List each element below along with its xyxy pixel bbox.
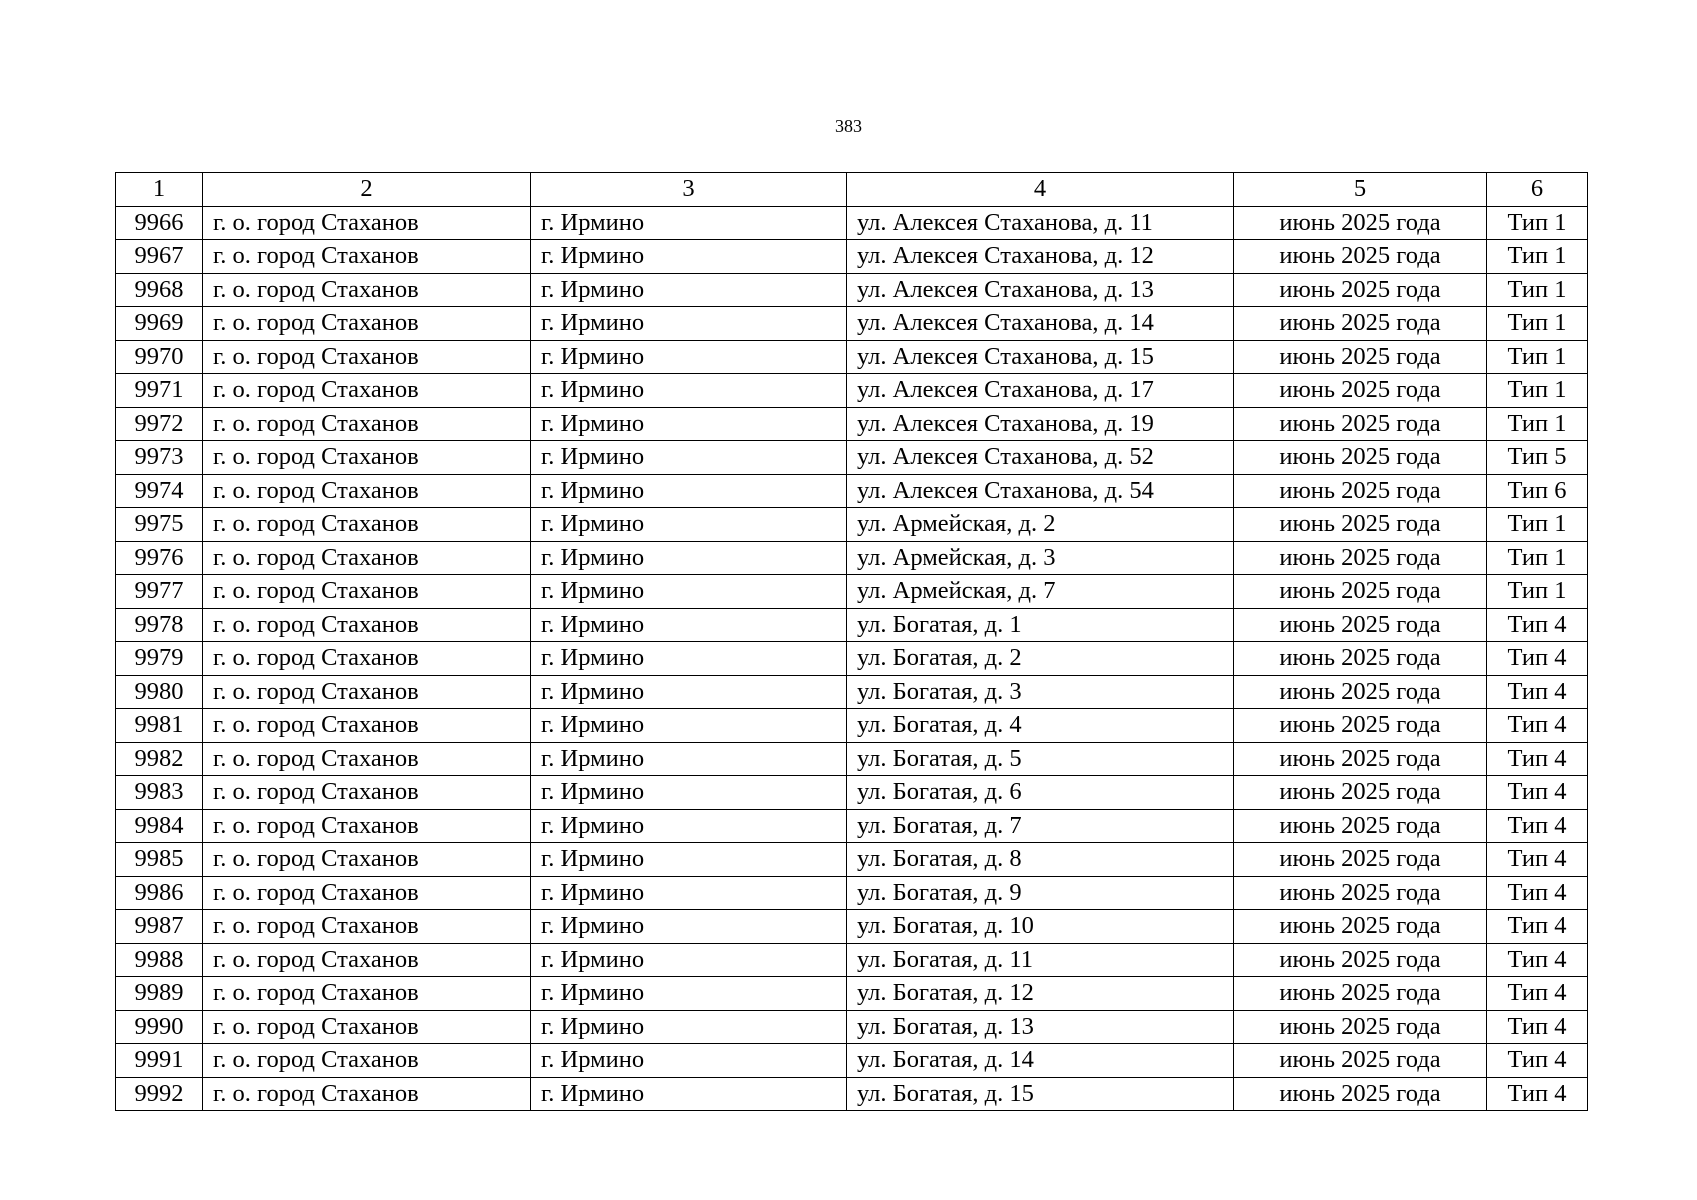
date-cell: июнь 2025 года bbox=[1234, 474, 1487, 508]
town-cell: г. Ирмино bbox=[531, 977, 847, 1011]
type-cell: Тип 1 bbox=[1487, 407, 1588, 441]
town-cell: г. Ирмино bbox=[531, 675, 847, 709]
date-cell: июнь 2025 года bbox=[1234, 407, 1487, 441]
type-cell: Тип 1 bbox=[1487, 240, 1588, 274]
table-row bbox=[116, 441, 1588, 475]
town-cell: г. Ирмино bbox=[531, 407, 847, 441]
date-cell: июнь 2025 года bbox=[1234, 943, 1487, 977]
page-number: 383 bbox=[835, 116, 862, 136]
table-header bbox=[116, 173, 1588, 207]
district-cell: г. о. город Стаханов bbox=[203, 240, 531, 274]
type-cell: Тип 4 bbox=[1487, 1044, 1588, 1078]
type-cell: Тип 4 bbox=[1487, 642, 1588, 676]
row-number-cell: 9979 bbox=[116, 642, 203, 676]
table-row bbox=[116, 307, 1588, 341]
table-row bbox=[116, 910, 1588, 944]
district-cell: г. о. город Стаханов bbox=[203, 441, 531, 475]
date-cell: июнь 2025 года bbox=[1234, 1077, 1487, 1111]
address-cell: ул. Алексея Стаханова, д. 52 bbox=[847, 441, 1234, 475]
table-row bbox=[116, 206, 1588, 240]
table-row bbox=[116, 608, 1588, 642]
town-cell: г. Ирмино bbox=[531, 541, 847, 575]
table-row bbox=[116, 407, 1588, 441]
address-cell: ул. Армейская, д. 3 bbox=[847, 541, 1234, 575]
row-number-cell: 9971 bbox=[116, 374, 203, 408]
district-cell: г. о. город Стаханов bbox=[203, 374, 531, 408]
type-cell: Тип 4 bbox=[1487, 943, 1588, 977]
type-cell: Тип 4 bbox=[1487, 843, 1588, 877]
type-cell: Тип 1 bbox=[1487, 374, 1588, 408]
district-cell: г. о. город Стаханов bbox=[203, 508, 531, 542]
district-cell: г. о. город Стаханов bbox=[203, 1044, 531, 1078]
town-cell: г. Ирмино bbox=[531, 340, 847, 374]
row-number-cell: 9978 bbox=[116, 608, 203, 642]
district-cell: г. о. город Стаханов bbox=[203, 273, 531, 307]
row-number-cell: 9970 bbox=[116, 340, 203, 374]
type-cell: Тип 1 bbox=[1487, 206, 1588, 240]
table-row bbox=[116, 1077, 1588, 1111]
date-cell: июнь 2025 года bbox=[1234, 608, 1487, 642]
row-number-cell: 9976 bbox=[116, 541, 203, 575]
table-row bbox=[116, 809, 1588, 843]
type-cell: Тип 4 bbox=[1487, 1077, 1588, 1111]
address-cell: ул. Богатая, д. 6 bbox=[847, 776, 1234, 810]
row-number-cell: 9972 bbox=[116, 407, 203, 441]
town-cell: г. Ирмино bbox=[531, 474, 847, 508]
row-number-cell: 9980 bbox=[116, 675, 203, 709]
date-cell: июнь 2025 года bbox=[1234, 541, 1487, 575]
row-number-cell: 9992 bbox=[116, 1077, 203, 1111]
address-cell: ул. Богатая, д. 9 bbox=[847, 876, 1234, 910]
town-cell: г. Ирмино bbox=[531, 608, 847, 642]
district-cell: г. о. город Стаханов bbox=[203, 843, 531, 877]
district-cell: г. о. город Стаханов bbox=[203, 541, 531, 575]
address-cell: ул. Богатая, д. 4 bbox=[847, 709, 1234, 743]
town-cell: г. Ирмино bbox=[531, 273, 847, 307]
district-cell: г. о. город Стаханов bbox=[203, 340, 531, 374]
address-cell: ул. Богатая, д. 5 bbox=[847, 742, 1234, 776]
address-cell: ул. Алексея Стаханова, д. 11 bbox=[847, 206, 1234, 240]
table-row bbox=[116, 1044, 1588, 1078]
table-row bbox=[116, 642, 1588, 676]
row-number-cell: 9966 bbox=[116, 206, 203, 240]
date-cell: июнь 2025 года bbox=[1234, 977, 1487, 1011]
district-cell: г. о. город Стаханов bbox=[203, 608, 531, 642]
type-cell: Тип 4 bbox=[1487, 742, 1588, 776]
address-cell: ул. Богатая, д. 7 bbox=[847, 809, 1234, 843]
address-cell: ул. Богатая, д. 15 bbox=[847, 1077, 1234, 1111]
district-cell: г. о. город Стаханов bbox=[203, 206, 531, 240]
date-cell: июнь 2025 года bbox=[1234, 843, 1487, 877]
district-cell: г. о. город Стаханов bbox=[203, 307, 531, 341]
table-row bbox=[116, 776, 1588, 810]
town-cell: г. Ирмино bbox=[531, 240, 847, 274]
town-cell: г. Ирмино bbox=[531, 441, 847, 475]
table-row bbox=[116, 843, 1588, 877]
column-header-4: 4 bbox=[847, 173, 1234, 207]
type-cell: Тип 4 bbox=[1487, 709, 1588, 743]
table-row bbox=[116, 977, 1588, 1011]
table-row bbox=[116, 374, 1588, 408]
date-cell: июнь 2025 года bbox=[1234, 910, 1487, 944]
address-cell: ул. Богатая, д. 12 bbox=[847, 977, 1234, 1011]
table-row bbox=[116, 340, 1588, 374]
date-cell: июнь 2025 года bbox=[1234, 809, 1487, 843]
row-number-cell: 9986 bbox=[116, 876, 203, 910]
town-cell: г. Ирмино bbox=[531, 843, 847, 877]
date-cell: июнь 2025 года bbox=[1234, 1044, 1487, 1078]
row-number-cell: 9973 bbox=[116, 441, 203, 475]
date-cell: июнь 2025 года bbox=[1234, 240, 1487, 274]
row-number-cell: 9967 bbox=[116, 240, 203, 274]
column-header-3: 3 bbox=[531, 173, 847, 207]
row-number-cell: 9977 bbox=[116, 575, 203, 609]
date-cell: июнь 2025 года bbox=[1234, 340, 1487, 374]
table-row bbox=[116, 742, 1588, 776]
header-row bbox=[116, 173, 1588, 207]
district-cell: г. о. город Стаханов bbox=[203, 407, 531, 441]
row-number-cell: 9987 bbox=[116, 910, 203, 944]
type-cell: Тип 1 bbox=[1487, 575, 1588, 609]
row-number-cell: 9985 bbox=[116, 843, 203, 877]
town-cell: г. Ирмино bbox=[531, 742, 847, 776]
town-cell: г. Ирмино bbox=[531, 809, 847, 843]
district-cell: г. о. город Стаханов bbox=[203, 910, 531, 944]
address-cell: ул. Богатая, д. 3 bbox=[847, 675, 1234, 709]
row-number-cell: 9975 bbox=[116, 508, 203, 542]
table-row bbox=[116, 876, 1588, 910]
date-cell: июнь 2025 года bbox=[1234, 776, 1487, 810]
address-table bbox=[115, 172, 1588, 1111]
district-cell: г. о. город Стаханов bbox=[203, 1010, 531, 1044]
address-cell: ул. Богатая, д. 10 bbox=[847, 910, 1234, 944]
table-row bbox=[116, 474, 1588, 508]
row-number-cell: 9983 bbox=[116, 776, 203, 810]
town-cell: г. Ирмино bbox=[531, 943, 847, 977]
district-cell: г. о. город Стаханов bbox=[203, 575, 531, 609]
row-number-cell: 9982 bbox=[116, 742, 203, 776]
type-cell: Тип 4 bbox=[1487, 977, 1588, 1011]
district-cell: г. о. город Стаханов bbox=[203, 709, 531, 743]
address-cell: ул. Алексея Стаханова, д. 54 bbox=[847, 474, 1234, 508]
row-number-cell: 9974 bbox=[116, 474, 203, 508]
district-cell: г. о. город Стаханов bbox=[203, 943, 531, 977]
type-cell: Тип 4 bbox=[1487, 809, 1588, 843]
type-cell: Тип 4 bbox=[1487, 608, 1588, 642]
row-number-cell: 9968 bbox=[116, 273, 203, 307]
type-cell: Тип 1 bbox=[1487, 541, 1588, 575]
town-cell: г. Ирмино bbox=[531, 575, 847, 609]
row-number-cell: 9990 bbox=[116, 1010, 203, 1044]
column-header-1: 1 bbox=[116, 173, 203, 207]
address-cell: ул. Армейская, д. 2 bbox=[847, 508, 1234, 542]
table-row bbox=[116, 575, 1588, 609]
address-cell: ул. Алексея Стаханова, д. 14 bbox=[847, 307, 1234, 341]
district-cell: г. о. город Стаханов bbox=[203, 876, 531, 910]
district-cell: г. о. город Стаханов bbox=[203, 1077, 531, 1111]
type-cell: Тип 5 bbox=[1487, 441, 1588, 475]
date-cell: июнь 2025 года bbox=[1234, 307, 1487, 341]
date-cell: июнь 2025 года bbox=[1234, 642, 1487, 676]
town-cell: г. Ирмино bbox=[531, 307, 847, 341]
address-cell: ул. Алексея Стаханова, д. 17 bbox=[847, 374, 1234, 408]
column-header-2: 2 bbox=[203, 173, 531, 207]
address-cell: ул. Богатая, д. 14 bbox=[847, 1044, 1234, 1078]
town-cell: г. Ирмино bbox=[531, 1077, 847, 1111]
type-cell: Тип 1 bbox=[1487, 307, 1588, 341]
address-cell: ул. Богатая, д. 8 bbox=[847, 843, 1234, 877]
address-cell: ул. Алексея Стаханова, д. 19 bbox=[847, 407, 1234, 441]
row-number-cell: 9969 bbox=[116, 307, 203, 341]
table-row bbox=[116, 508, 1588, 542]
address-cell: ул. Богатая, д. 2 bbox=[847, 642, 1234, 676]
type-cell: Тип 4 bbox=[1487, 876, 1588, 910]
district-cell: г. о. город Стаханов bbox=[203, 809, 531, 843]
date-cell: июнь 2025 года bbox=[1234, 273, 1487, 307]
address-cell: ул. Алексея Стаханова, д. 15 bbox=[847, 340, 1234, 374]
type-cell: Тип 1 bbox=[1487, 340, 1588, 374]
type-cell: Тип 4 bbox=[1487, 675, 1588, 709]
town-cell: г. Ирмино bbox=[531, 642, 847, 676]
column-header-6: 6 bbox=[1487, 173, 1588, 207]
town-cell: г. Ирмино bbox=[531, 776, 847, 810]
district-cell: г. о. город Стаханов bbox=[203, 776, 531, 810]
date-cell: июнь 2025 года bbox=[1234, 709, 1487, 743]
address-cell: ул. Богатая, д. 11 bbox=[847, 943, 1234, 977]
table-row bbox=[116, 541, 1588, 575]
district-cell: г. о. город Стаханов bbox=[203, 742, 531, 776]
type-cell: Тип 4 bbox=[1487, 910, 1588, 944]
type-cell: Тип 4 bbox=[1487, 1010, 1588, 1044]
row-number-cell: 9984 bbox=[116, 809, 203, 843]
town-cell: г. Ирмино bbox=[531, 709, 847, 743]
address-cell: ул. Богатая, д. 1 bbox=[847, 608, 1234, 642]
date-cell: июнь 2025 года bbox=[1234, 876, 1487, 910]
table-row bbox=[116, 943, 1588, 977]
town-cell: г. Ирмино bbox=[531, 1044, 847, 1078]
column-header-5: 5 bbox=[1234, 173, 1487, 207]
town-cell: г. Ирмино bbox=[531, 910, 847, 944]
district-cell: г. о. город Стаханов bbox=[203, 474, 531, 508]
town-cell: г. Ирмино bbox=[531, 1010, 847, 1044]
date-cell: июнь 2025 года bbox=[1234, 575, 1487, 609]
town-cell: г. Ирмино bbox=[531, 374, 847, 408]
date-cell: июнь 2025 года bbox=[1234, 441, 1487, 475]
address-cell: ул. Алексея Стаханова, д. 12 bbox=[847, 240, 1234, 274]
date-cell: июнь 2025 года bbox=[1234, 206, 1487, 240]
row-number-cell: 9981 bbox=[116, 709, 203, 743]
date-cell: июнь 2025 года bbox=[1234, 675, 1487, 709]
type-cell: Тип 4 bbox=[1487, 776, 1588, 810]
date-cell: июнь 2025 года bbox=[1234, 742, 1487, 776]
district-cell: г. о. город Стаханов bbox=[203, 675, 531, 709]
date-cell: июнь 2025 года bbox=[1234, 508, 1487, 542]
table-row bbox=[116, 1010, 1588, 1044]
table-row bbox=[116, 240, 1588, 274]
type-cell: Тип 1 bbox=[1487, 273, 1588, 307]
type-cell: Тип 6 bbox=[1487, 474, 1588, 508]
date-cell: июнь 2025 года bbox=[1234, 374, 1487, 408]
town-cell: г. Ирмино bbox=[531, 876, 847, 910]
address-cell: ул. Богатая, д. 13 bbox=[847, 1010, 1234, 1044]
table-row bbox=[116, 675, 1588, 709]
district-cell: г. о. город Стаханов bbox=[203, 977, 531, 1011]
row-number-cell: 9988 bbox=[116, 943, 203, 977]
date-cell: июнь 2025 года bbox=[1234, 1010, 1487, 1044]
town-cell: г. Ирмино bbox=[531, 206, 847, 240]
district-cell: г. о. город Стаханов bbox=[203, 642, 531, 676]
row-number-cell: 9989 bbox=[116, 977, 203, 1011]
row-number-cell: 9991 bbox=[116, 1044, 203, 1078]
table-row bbox=[116, 709, 1588, 743]
address-cell: ул. Алексея Стаханова, д. 13 bbox=[847, 273, 1234, 307]
table-body bbox=[116, 206, 1588, 1111]
town-cell: г. Ирмино bbox=[531, 508, 847, 542]
type-cell: Тип 1 bbox=[1487, 508, 1588, 542]
table-row bbox=[116, 273, 1588, 307]
address-cell: ул. Армейская, д. 7 bbox=[847, 575, 1234, 609]
